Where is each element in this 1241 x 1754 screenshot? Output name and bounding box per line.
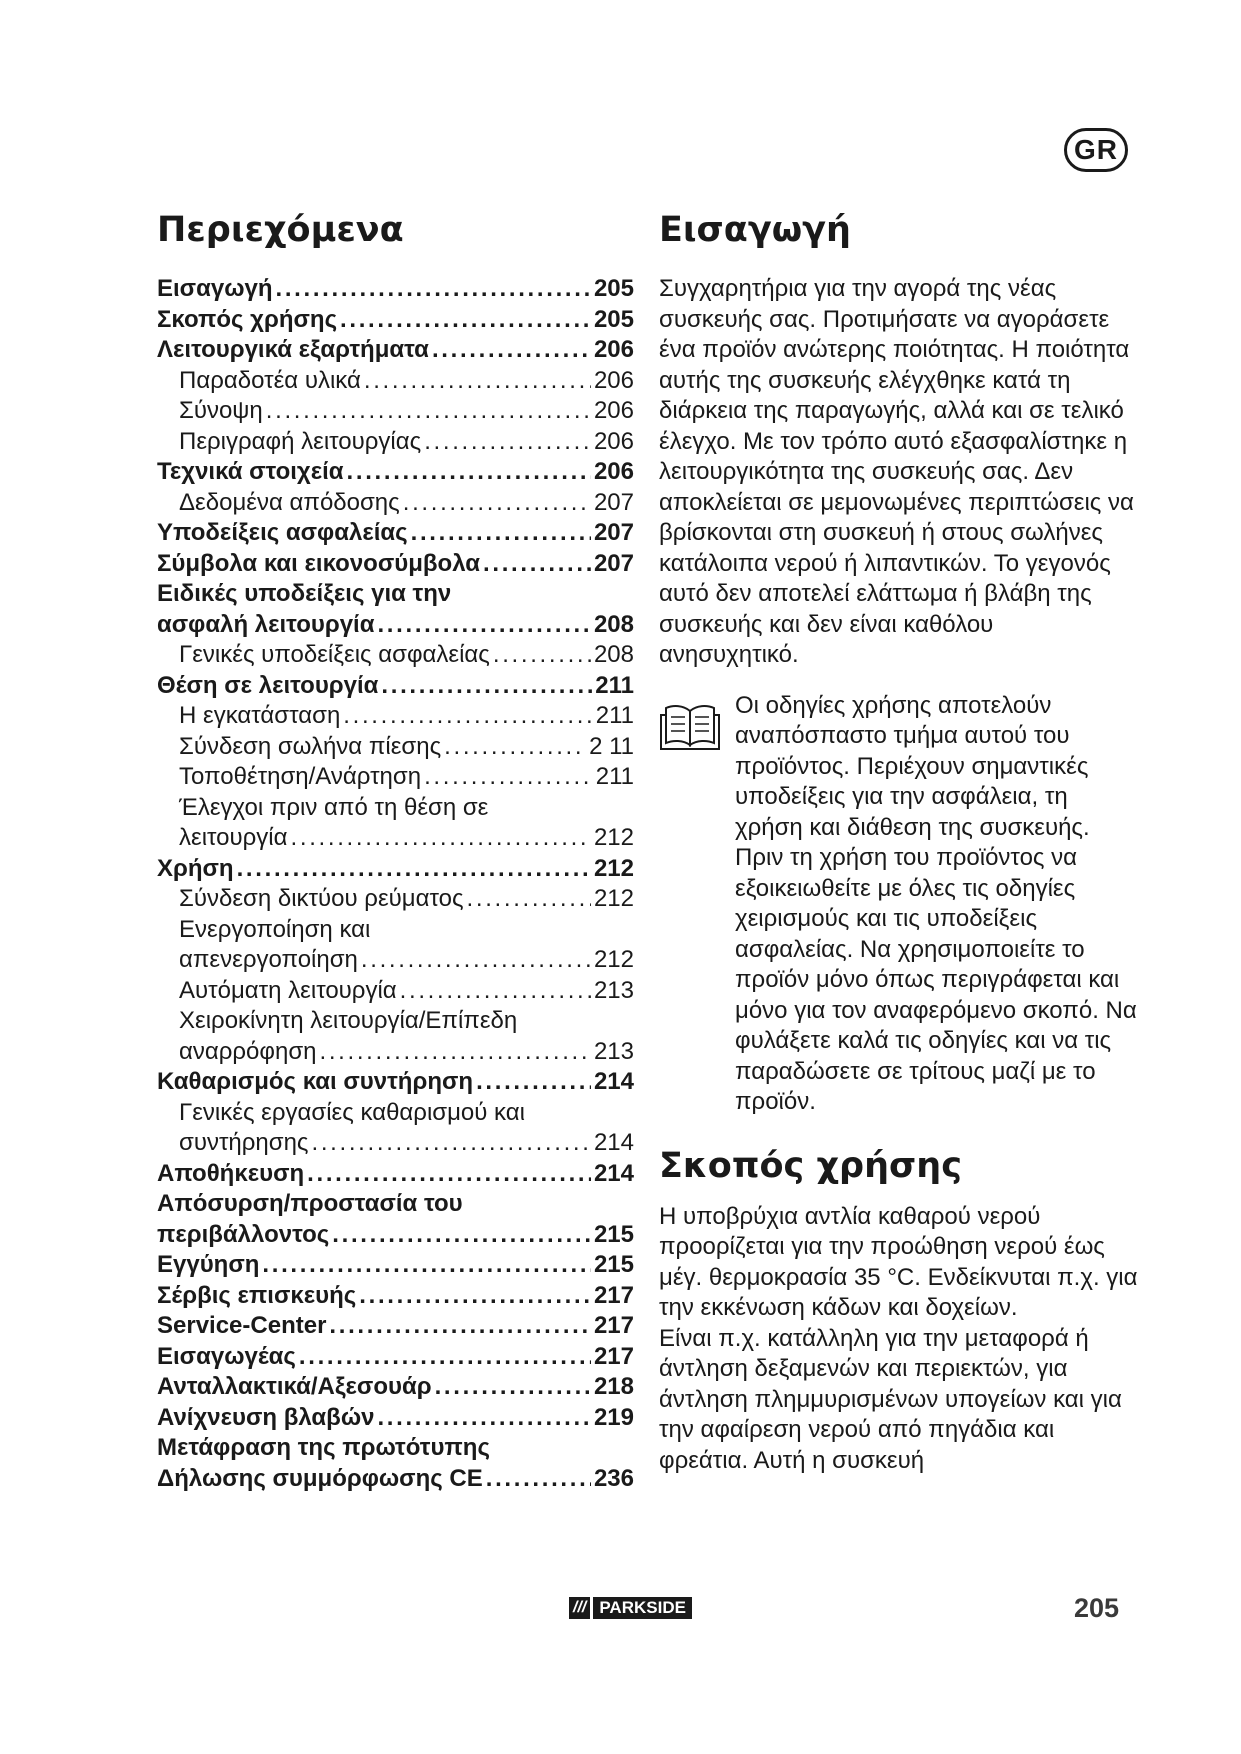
toc-entry-text: Ανταλλακτικά/Αξεσουάρ [157,1373,432,1400]
toc-entry [157,488,634,519]
toc-page-number: 208 [593,610,634,638]
purpose-paragraph-2: Είναι π.χ. κατάλληλη για την μεταφορά ή άντληση δεξαμενών και περιεκτών, για άντληση πλημμυρισμένων υπογείων και για την αφαίρεση νερού από πηγάδια και φρεάτια. Αυτή η συσκευή [659,1324,1122,1474]
toc-page-number: 207 [593,549,634,577]
toc-page-number: 208 [593,641,634,668]
toc-entry [157,1037,634,1068]
toc-entry [157,1342,634,1373]
toc-entry [157,945,634,976]
toc-page-number: 206 [593,336,634,363]
toc-page-number: 205 [593,305,634,333]
toc-entry-text: Χρήση [157,854,234,882]
toc-entry [157,1067,634,1098]
manual-note-text: Οι οδηγίες χρήσης αποτελούν αναπόσπαστο τμήμα αυτού του προϊόντος. Περιέχουν σημαντικές υποδείξεις για την ασφάλεια, τη χρήση και διάθεση της συσκευής. Πριν τη χρήση του προϊόντος να εξοικειωθείτε με όλες τις οδηγίες χειρισμούς και τις υποδείξεις ασφαλείας. Να χρησιμοποιείτε το προϊόν μόνο όπως περιγράφεται και μόνο για τον αναφερόμενο σκοπό. Να φυλάξετε καλά τις οδηγίες και να τις παραδώσετε σε τρίτους μαζί με το προϊόν. [735,691,1137,1115]
toc-dot-leader [381,671,592,702]
toc-page-number: 212 [593,824,634,851]
toc-page-number: 206 [593,427,634,455]
toc-entry-text: Σκοπός χρήσης [157,305,338,333]
toc-entry-text: Ενεργοποίηση και [179,915,371,943]
toc-entry-line [157,1098,634,1129]
toc-entry-text: Καθαρισμός και συντήρηση [157,1068,474,1095]
toc-dot-leader [377,1403,591,1434]
toc-dot-leader [444,732,586,763]
toc-entry [157,1372,634,1403]
toc-page-number: 214 [593,1129,634,1156]
toc-dot-leader [467,884,591,915]
toc-dot-leader [266,396,591,427]
toc-entry [157,610,634,641]
toc-entry [157,1464,634,1495]
toc-entry-text: Υποδείξεις ασφαλείας [157,519,408,546]
toc-page-number: 212 [593,946,634,973]
parkside-logo [569,1597,692,1619]
toc-entry-text: Αποθήκευση [157,1159,305,1187]
content-column [659,200,1139,1476]
toc-entry-text: Service-Center [157,1312,327,1339]
toc-dot-leader [486,1464,591,1495]
toc-dot-leader [403,488,591,519]
toc-entry-text: Περιγραφή λειτουργίας [179,427,422,455]
toc-entry [157,396,634,427]
toc-entry [157,518,634,549]
toc-entry [157,854,634,885]
toc-entry [157,427,634,458]
toc-entry [157,1250,634,1281]
toc-page-number: 217 [593,1312,634,1339]
toc-page-number: 206 [593,366,634,394]
toc-entry-text: Σέρβις επισκευής [157,1281,357,1309]
toc-dot-leader [483,549,591,580]
toc-entry [157,1220,634,1251]
toc-page-number: 217 [593,1281,634,1309]
toc-entry-text: Τοποθέτηση/Ανάρτηση [179,763,422,790]
toc-list [157,274,634,1494]
toc-page-number: 236 [593,1464,634,1492]
toc-entry-text: λειτουργία [179,824,288,851]
toc-entry-text: Ειδικές υποδείξεις για την [157,580,452,607]
toc-dot-leader [359,1281,591,1312]
toc-entry-text: Αυτόματη λειτουργία [179,976,397,1004]
toc-entry [157,1159,634,1190]
toc-entry-text: Εισαγωγέας [157,1342,296,1370]
toc-entry [157,1128,634,1159]
toc-entry [157,274,634,305]
toc-dot-leader [332,1220,591,1251]
toc-entry-text: Τεχνικά στοιχεία [157,458,344,485]
toc-page-number: 214 [593,1068,634,1095]
toc-dot-leader [361,945,591,976]
toc-dot-leader [432,335,591,366]
open-book-icon [659,699,721,755]
toc-entry [157,1311,634,1342]
language-badge: GR [1064,128,1128,172]
manual-note [659,691,1139,1118]
toc-entry [157,976,634,1007]
toc-entry-text: Θέση σε λειτουργία [157,671,379,699]
toc-entry [157,701,634,732]
purpose-paragraph-1: Η υποβρύχια αντλία καθαρού νερού προορίζεται για την προώθηση νερού έως μέγ. θερμοκρασία 35 °C. Ενδείκνυται π.χ. για την εκκένωση κάδων και δοχείων. [659,1202,1138,1321]
toc-page-number: 206 [593,458,634,485]
toc-entry-text: ασφαλή λειτουργία [157,610,375,638]
toc-entry-text: απενεργοποίηση [179,946,358,973]
toc-dot-leader [347,457,591,488]
toc-dot-leader [476,1067,591,1098]
toc-entry-line [157,793,634,824]
toc-dot-leader [377,610,590,641]
toc-entry-text: Έλεγχοι πριν από τη θέση σε [179,793,489,821]
toc-entry-text: Εισαγωγή [157,275,273,302]
toc-entry-text: Ανίχνευση βλαβών [157,1403,375,1431]
toc-entry-text: Σύμβολα και εικονοσύμβολα [157,549,481,577]
toc-page-number: 211 [595,671,634,699]
page-number: 205 [1074,1593,1120,1623]
table-of-contents [157,200,634,1494]
toc-page-number: 217 [593,1342,634,1370]
logo-slashes: /// [569,1597,590,1619]
toc-entry-text: Σύνδεση δικτύου ρεύματος [179,885,464,912]
toc-entry-text: Γενικές εργασίες καθαρισμού και [179,1098,525,1126]
toc-entry-text: Λειτουργικά εξαρτήματα [157,336,429,363]
toc-page-number: 219 [593,1403,634,1431]
toc-dot-leader [493,640,591,671]
toc-entry [157,671,634,702]
toc-page-number: 215 [593,1251,634,1278]
toc-entry-text: Σύνδεση σωλήνα πίεσης [179,732,442,760]
toc-page-number: 213 [593,1037,634,1065]
toc-entry-text: Μετάφραση της πρωτότυπης [157,1434,490,1461]
toc-entry-text: περιβάλλοντος [157,1220,330,1248]
toc-dot-leader [307,1159,591,1190]
toc-dot-leader [291,823,591,854]
toc-dot-leader [343,701,592,732]
toc-page-number: 211 [595,702,634,729]
toc-entry [157,1281,634,1312]
toc-entry [157,823,634,854]
toc-page-number: 205 [593,275,634,302]
toc-page-number: 212 [593,885,634,912]
toc-entry-line [157,1006,634,1037]
toc-entry [157,366,634,397]
toc-dot-leader [299,1342,591,1373]
toc-dot-leader [435,1372,591,1403]
toc-entry [157,1403,634,1434]
toc-entry-line [157,1433,634,1464]
toc-entry-text: Δεδομένα απόδοσης [179,488,400,516]
toc-entry-line [157,915,634,946]
toc-dot-leader [364,366,591,397]
toc-dot-leader [312,1128,591,1159]
toc-entry-text: Χειροκίνητη λειτουργία/Επίπεδη [179,1007,518,1034]
toc-page-number: 207 [593,519,634,546]
toc-page-number: 2 11 [589,732,634,760]
purpose-heading: Σκοπός χρήσης [659,1145,962,1186]
toc-page-number: 214 [593,1159,634,1187]
toc-entry [157,305,634,336]
toc-page-number: 218 [593,1373,634,1400]
toc-page-number: 211 [595,763,634,790]
toc-title: Περιεχόμενα [157,210,404,250]
toc-entry [157,640,634,671]
toc-dot-leader [319,1037,590,1068]
toc-entry-text: Εγγύηση [157,1251,260,1278]
toc-entry-text: Γενικές υποδείξεις ασφαλείας [179,641,490,668]
toc-entry-text: Δήλωσης συμμόρφωσης CE [157,1464,483,1492]
toc-entry-line [157,579,634,610]
toc-dot-leader [329,1311,591,1342]
toc-entry-text: Παραδοτέα υλικά [179,366,361,394]
intro-paragraph: Συγχαρητήρια για την αγορά της νέας συσκευής σας. Προτιμήσατε να αγοράσετε ένα προϊόν ανώτερης ποιότητας. Η ποιότητα αυτής της συσκευής ελέγχθηκε κατά τη διάρκεια της παραγωγής, αλλά και σε τελικό έλεγχο. Με τον τρόπο αυτό εξασφαλίστηκε η λειτουργικότητα της συσκευής σας. Δεν αποκλείεται σε μεμονωμένες περιπτώσεις να βρίσκονται στη συσκευή ή στους σωλήνες κατάλοιπα νερού ή λιπαντικών. Το γεγονός αυτό δεν αποτελεί ελάττωμα ή βλάβη της συσκευής και δεν είναι καθόλου ανησυχητικό. [659,275,1134,668]
toc-dot-leader [424,427,591,458]
toc-page-number: 207 [593,488,634,516]
logo-brand-name: PARKSIDE [593,1597,692,1619]
toc-dot-leader [400,976,591,1007]
toc-dot-leader [275,274,590,305]
toc-entry-line [157,1189,634,1220]
toc-entry [157,762,634,793]
toc-entry-text: αναρρόφηση [179,1037,317,1065]
toc-dot-leader [262,1250,591,1281]
toc-dot-leader [237,854,591,885]
toc-page-number: 212 [593,854,634,882]
toc-entry-text: Σύνοψη [179,397,263,424]
toc-entry [157,549,634,580]
toc-page-number: 213 [593,976,634,1004]
toc-page-number: 206 [593,397,634,424]
toc-entry-text: Απόσυρση/προστασία του [157,1190,463,1217]
toc-dot-leader [411,518,591,549]
toc-entry [157,335,634,366]
toc-entry [157,884,634,915]
toc-page-number: 215 [593,1220,634,1248]
toc-entry-text: Η εγκατάσταση [179,702,341,729]
toc-dot-leader [340,305,591,336]
toc-entry-text: συντήρησης [179,1129,309,1156]
toc-entry [157,457,634,488]
intro-heading: Εισαγωγή [659,210,851,250]
toc-dot-leader [424,762,593,793]
toc-entry [157,732,634,763]
